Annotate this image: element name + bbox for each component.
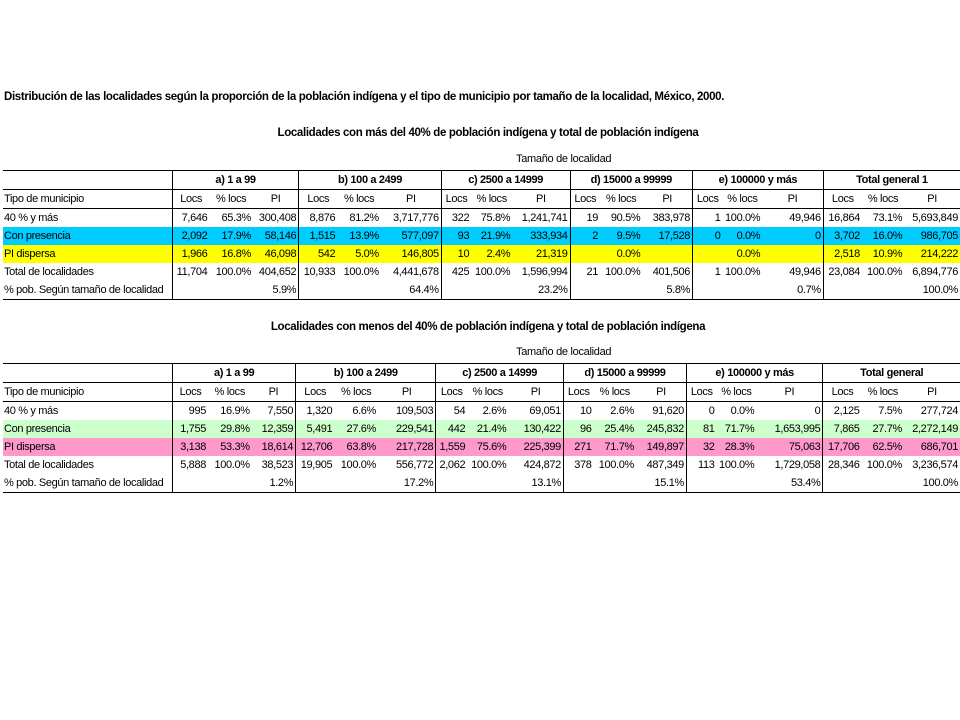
col-header: Locs — [823, 383, 862, 402]
col-header: PI — [253, 190, 299, 209]
table2 — [3, 363, 960, 493]
table-cell: 2.6% — [610, 405, 634, 417]
table-cell: 225,399 — [508, 438, 563, 456]
table-cell: 542 — [299, 245, 338, 263]
col-header: Locs — [172, 190, 209, 209]
table-cell: 686,701 — [904, 438, 960, 456]
group-header: e) 100000 y más — [693, 171, 824, 190]
table-cell: 75,063 — [756, 438, 823, 456]
table-cell: 1,515 — [299, 227, 338, 245]
table-cell: 100.0% — [605, 266, 641, 278]
table-row — [3, 281, 960, 300]
group-header: b) 100 a 2499 — [296, 364, 436, 383]
table-cell — [337, 281, 381, 300]
col-header: % locs — [208, 383, 252, 402]
col-header: Locs — [693, 190, 723, 209]
table-cell: 81.2% — [349, 212, 379, 224]
table-cell: 100.0% — [904, 474, 960, 493]
table-cell: 2.6% — [482, 405, 507, 417]
row-label: Total de localidades — [4, 266, 94, 278]
table-cell: 96 — [563, 420, 593, 438]
table-cell — [862, 474, 904, 493]
row-label: 40 % y más — [4, 212, 58, 224]
table-cell: 21 — [570, 263, 600, 281]
table-cell: 23.2% — [512, 281, 570, 300]
table-cell — [436, 474, 467, 493]
table-cell: 2,518 — [823, 245, 862, 263]
col-header: Locs — [441, 190, 471, 209]
table-cell: 1.2% — [252, 474, 296, 493]
table-cell: 378 — [563, 456, 593, 474]
table-cell: 58,146 — [253, 227, 299, 245]
table-cell: 81 — [686, 420, 716, 438]
table-cell: 4,441,678 — [392, 266, 439, 278]
table-cell: 90.5% — [610, 212, 641, 224]
col-header: Locs — [296, 383, 335, 402]
table-cell: 75.8% — [480, 212, 511, 224]
table-cell: 91,620 — [652, 405, 684, 417]
table-cell: 100.0% — [343, 266, 379, 278]
table1-subheader-row — [3, 190, 960, 209]
table-cell — [862, 281, 904, 300]
table-cell: 23,084 — [823, 263, 862, 281]
col-header: Locs — [563, 383, 593, 402]
table-cell: 333,934 — [512, 227, 570, 245]
col-header: PI — [381, 190, 441, 209]
table-cell: 71.7% — [717, 420, 757, 438]
table-cell: 6.6% — [352, 405, 376, 417]
table-row — [3, 456, 960, 474]
table-cell: 100.0% — [866, 266, 903, 278]
table-cell: 11,704 — [172, 263, 209, 281]
col-header: % locs — [471, 190, 512, 209]
table-cell: 5.0% — [337, 245, 381, 263]
table-cell: 1 — [693, 209, 723, 228]
table-cell: 46,098 — [253, 245, 299, 263]
table-cell: 1,653,995 — [756, 420, 823, 438]
table-cell — [717, 474, 757, 493]
col-header: PI — [636, 383, 687, 402]
table-cell — [467, 474, 508, 493]
table-cell: 100.0% — [719, 459, 755, 471]
row-label: % pob. Según tamaño de localidad — [3, 281, 172, 300]
table-cell: 93 — [441, 227, 471, 245]
col-header: PI — [508, 383, 563, 402]
table-cell: 38,523 — [261, 459, 294, 471]
table-cell: 21,319 — [512, 245, 570, 263]
group-header: c) 2500 a 14999 — [436, 364, 564, 383]
col-header: % locs — [600, 190, 642, 209]
table-cell: 995 — [173, 402, 208, 421]
table-cell: 0.0% — [723, 245, 763, 263]
table-cell: 2.4% — [471, 245, 512, 263]
table-cell: 53.3% — [208, 438, 252, 456]
row-header-label: Tipo de municipio — [3, 190, 172, 209]
table-cell: 2,272,149 — [904, 420, 960, 438]
table-cell: 0 — [814, 405, 821, 417]
group-header: a) 1 a 99 — [172, 171, 298, 190]
table-cell: 12,706 — [296, 438, 335, 456]
row-label: Con presencia — [3, 420, 173, 438]
table-cell: 425 — [441, 263, 471, 281]
table-cell: 2,125 — [823, 402, 862, 421]
table-cell: 113 — [686, 456, 716, 474]
table-cell: 28.3% — [717, 438, 757, 456]
group-header: d) 15000 a 99999 — [563, 364, 686, 383]
table-cell — [172, 281, 209, 300]
table-row — [3, 474, 960, 493]
col-header: Locs — [686, 383, 716, 402]
col-header: PI — [904, 383, 960, 402]
table-cell: 62.5% — [862, 438, 904, 456]
col-header: % locs — [337, 190, 381, 209]
col-header: Locs — [173, 383, 208, 402]
table-cell — [686, 474, 716, 493]
table-cell: 32 — [686, 438, 716, 456]
table-cell: 27.7% — [862, 420, 904, 438]
table-cell — [594, 474, 636, 493]
col-header: Locs — [570, 190, 600, 209]
col-header: % locs — [334, 383, 378, 402]
table-cell — [299, 281, 338, 300]
table-cell: 64.4% — [381, 281, 441, 300]
group-header: a) 1 a 99 — [173, 364, 296, 383]
table-cell: 17.2% — [378, 474, 436, 493]
table-cell: 21.4% — [467, 420, 508, 438]
table-row — [3, 420, 960, 438]
table-cell: 217,728 — [378, 438, 436, 456]
table-cell: 65.3% — [221, 212, 251, 224]
table2-size-header: Tamaño de localidad — [516, 346, 612, 358]
col-header: Locs — [823, 190, 862, 209]
table-row — [3, 209, 960, 228]
table-cell: 3,138 — [173, 438, 208, 456]
row-header-label: Tipo de municipio — [3, 383, 173, 402]
col-header: PI — [252, 383, 296, 402]
table-cell: 1,320 — [296, 402, 335, 421]
table-cell — [693, 245, 723, 263]
table-cell: 63.8% — [334, 438, 378, 456]
col-header: PI — [642, 190, 692, 209]
table-cell — [823, 281, 862, 300]
table-cell — [209, 281, 253, 300]
table-cell — [693, 281, 723, 300]
table2-subheader-row — [3, 383, 960, 402]
table-cell: 10,933 — [299, 263, 338, 281]
table2-title: Localidades con menos del 40% de población indígena y total de población indígena — [270, 321, 706, 333]
table-cell: 149,897 — [636, 438, 687, 456]
table-cell: 0 — [693, 227, 723, 245]
table-cell: 2,062 — [436, 456, 467, 474]
document-title: Distribución de las localidades según la proporción de la población indígena y el tipo de municipio por tamaño de la localidad, México, 2000. — [4, 91, 725, 103]
table-cell: 271 — [563, 438, 593, 456]
table-cell: 13.9% — [337, 227, 381, 245]
table-cell: 1,559 — [436, 438, 467, 456]
table-cell — [762, 245, 823, 263]
table-cell: 100.0% — [471, 459, 507, 471]
table-cell: 19 — [570, 209, 600, 228]
col-header: PI — [762, 190, 823, 209]
col-header: Locs — [436, 383, 467, 402]
table-cell — [173, 474, 208, 493]
table-cell — [208, 474, 252, 493]
table-row — [3, 402, 960, 421]
table-cell — [600, 281, 642, 300]
table-cell: 100.0% — [598, 459, 634, 471]
table-row — [3, 227, 960, 245]
table-cell: 49,946 — [789, 212, 821, 224]
table-cell: 5,888 — [173, 456, 208, 474]
table-cell: 19,905 — [296, 456, 335, 474]
table-cell: 245,832 — [636, 420, 687, 438]
table-cell: 0 — [762, 227, 823, 245]
table-cell: 577,097 — [381, 227, 441, 245]
table-cell: 109,503 — [396, 405, 434, 417]
col-header: % locs — [594, 383, 636, 402]
table-cell: 3,236,574 — [912, 459, 958, 471]
table-cell: 5.9% — [253, 281, 299, 300]
table-row — [3, 245, 960, 263]
col-header: % locs — [209, 190, 253, 209]
table-cell: 100.0% — [214, 459, 250, 471]
table1-size-header: Tamaño de localidad — [516, 153, 612, 165]
table-cell: 100.0% — [340, 459, 376, 471]
table-cell: 2,092 — [172, 227, 209, 245]
table-cell: 54 — [436, 402, 467, 421]
table-cell: 130,422 — [508, 420, 563, 438]
table-cell: 13.1% — [508, 474, 563, 493]
table-cell: 487,349 — [646, 459, 684, 471]
row-label: 40 % y más — [4, 405, 58, 417]
col-header: PI — [904, 190, 960, 209]
table-cell: 28,346 — [823, 456, 862, 474]
table-cell — [334, 474, 378, 493]
col-header: PI — [512, 190, 570, 209]
table-cell: 5.8% — [642, 281, 692, 300]
table-cell: 277,724 — [920, 405, 958, 417]
table-cell — [823, 474, 862, 493]
table-cell: 71.7% — [594, 438, 636, 456]
table-cell: 16.9% — [220, 405, 250, 417]
table-cell: 7.5% — [878, 405, 902, 417]
table-cell: 29.8% — [208, 420, 252, 438]
table-cell: 75.6% — [467, 438, 508, 456]
table-cell: 0.0% — [730, 405, 755, 417]
table-cell: 1,966 — [172, 245, 209, 263]
table-cell — [570, 245, 600, 263]
table-cell: 17,528 — [642, 227, 692, 245]
table-cell: 12,359 — [252, 420, 296, 438]
col-header: % locs — [862, 190, 904, 209]
table-row — [3, 263, 960, 281]
table-cell: 2 — [570, 227, 600, 245]
table-cell: 424,872 — [523, 459, 561, 471]
row-label: Total de localidades — [4, 459, 94, 471]
table-cell — [471, 281, 512, 300]
group-header: Total general — [823, 364, 960, 383]
table1-title: Localidades con más del 40% de población indígena y total de población indígena — [277, 127, 699, 139]
table-cell: 7,865 — [823, 420, 862, 438]
table-cell: 17,706 — [823, 438, 862, 456]
row-label: Con presencia — [3, 227, 172, 245]
table-cell: 214,222 — [904, 245, 960, 263]
table2-group-row — [3, 364, 960, 383]
table-cell: 0.0% — [600, 245, 642, 263]
row-label: PI dispersa — [3, 438, 173, 456]
col-header: % locs — [723, 190, 763, 209]
table1-group-row — [3, 171, 960, 190]
table-cell: 16.0% — [862, 227, 904, 245]
table-cell: 401,506 — [652, 266, 691, 278]
table-cell: 27.6% — [334, 420, 378, 438]
col-header: PI — [756, 383, 823, 402]
table-cell: 300,408 — [258, 212, 297, 224]
table-cell: 5,491 — [296, 420, 335, 438]
table-cell: 5,693,849 — [912, 212, 958, 224]
table-cell: 18,614 — [252, 438, 296, 456]
group-header: b) 100 a 2499 — [299, 171, 442, 190]
table-cell: 100.0% — [475, 266, 511, 278]
table-cell: 25.4% — [594, 420, 636, 438]
table-cell: 9.5% — [600, 227, 642, 245]
table-cell: 404,652 — [258, 266, 297, 278]
table-cell: 10.9% — [862, 245, 904, 263]
table-cell: 383,978 — [652, 212, 691, 224]
col-header: Locs — [299, 190, 338, 209]
table-cell: 17.9% — [209, 227, 253, 245]
col-header: % locs — [862, 383, 904, 402]
table-cell: 1,596,994 — [521, 266, 568, 278]
table-cell: 8,876 — [299, 209, 338, 228]
table2-body — [3, 402, 960, 493]
row-label: PI dispersa — [3, 245, 172, 263]
table-cell: 100.0% — [725, 266, 761, 278]
table-cell: 100.0% — [866, 459, 902, 471]
table-cell: 10 — [563, 402, 593, 421]
table-cell: 1,755 — [173, 420, 208, 438]
table-cell — [563, 474, 593, 493]
table1 — [3, 170, 960, 300]
group-header: Total general 1 — [823, 171, 960, 190]
col-header: PI — [378, 383, 436, 402]
table-cell: 100.0% — [215, 266, 251, 278]
table-cell: 53.4% — [756, 474, 823, 493]
table-cell: 73.1% — [872, 212, 903, 224]
table-cell: 69,051 — [529, 405, 561, 417]
table1-body — [3, 209, 960, 300]
table-cell: 322 — [441, 209, 471, 228]
col-header: % locs — [717, 383, 757, 402]
table-cell: 0.7% — [762, 281, 823, 300]
row-label: % pob. Según tamaño de localidad — [3, 474, 173, 493]
col-header: % locs — [467, 383, 508, 402]
table-cell — [642, 245, 692, 263]
table-cell: 3,702 — [823, 227, 862, 245]
table-cell: 6,894,776 — [912, 266, 958, 278]
table-cell: 146,805 — [381, 245, 441, 263]
table-cell: 21.9% — [471, 227, 512, 245]
table-cell — [296, 474, 335, 493]
table-cell: 986,705 — [904, 227, 960, 245]
group-header: e) 100000 y más — [686, 364, 822, 383]
table-cell: 556,772 — [396, 459, 434, 471]
table-cell: 7,550 — [267, 405, 294, 417]
table-cell — [441, 281, 471, 300]
table-cell: 16.8% — [209, 245, 253, 263]
table-cell: 16,864 — [823, 209, 862, 228]
table-cell: 3,717,776 — [392, 212, 439, 224]
table-cell: 1,241,741 — [521, 212, 568, 224]
table-cell: 15.1% — [636, 474, 687, 493]
table-cell: 7,646 — [172, 209, 209, 228]
table-cell: 100.0% — [725, 212, 761, 224]
table-cell: 1 — [693, 263, 723, 281]
table-cell — [570, 281, 600, 300]
group-header: d) 15000 a 99999 — [570, 171, 693, 190]
table-cell: 1,729,058 — [774, 459, 821, 471]
table-cell: 229,541 — [378, 420, 436, 438]
table-cell — [723, 281, 763, 300]
table-cell: 0.0% — [723, 227, 763, 245]
table-cell: 100.0% — [904, 281, 960, 300]
group-header: c) 2500 a 14999 — [441, 171, 570, 190]
table-row — [3, 438, 960, 456]
table-cell: 49,946 — [789, 266, 821, 278]
table-cell: 10 — [441, 245, 471, 263]
table-cell: 442 — [436, 420, 467, 438]
table-cell: 0 — [686, 402, 716, 421]
